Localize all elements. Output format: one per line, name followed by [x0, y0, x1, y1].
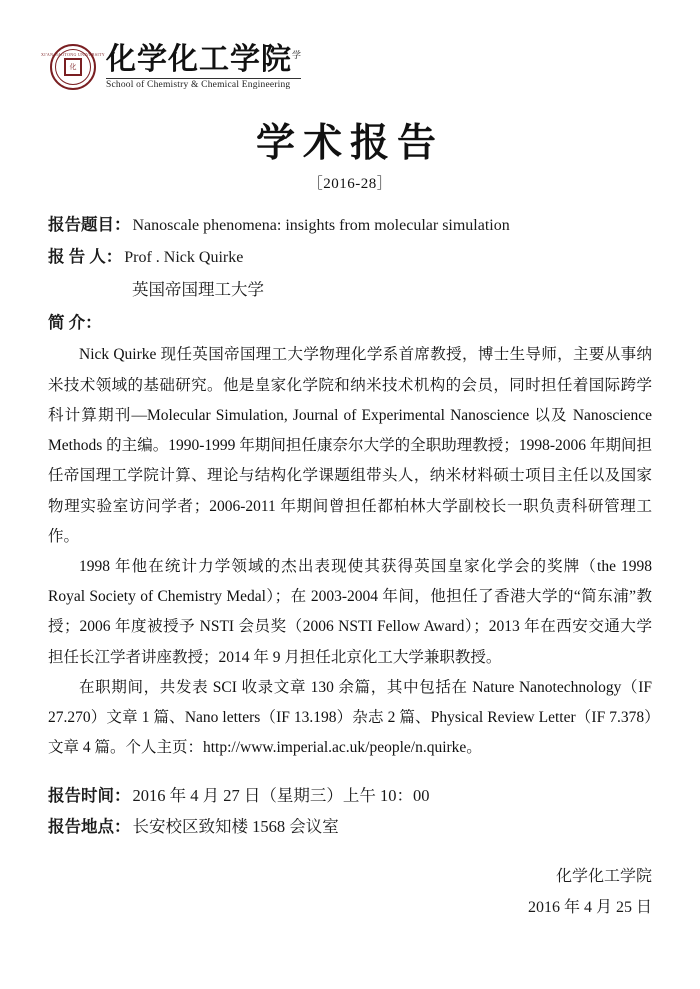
speaker-value: Prof . Nick Quirke — [124, 249, 244, 267]
paragraph: 1998 年他在统计力学领域的杰出表现使其获得英国皇家化学会的奖牌（the 1998 Royal Society of Chemistry Medal）；在 2003-2004 年间，他担任了香港大学的“简东浦”教授；2006 年度被授予 NSTI 会员奖（2006 NSTI Fellow Award）；2013 年在西安交通大学担任长江学者讲座教授；2014 年 9 月担任北京化工大学兼职教授。 — [48, 558, 652, 666]
speaker-affiliation: 英国帝国理工大学 — [132, 279, 264, 299]
document-number: ［2016-28］ — [307, 176, 393, 192]
university-crest-icon — [41, 44, 105, 90]
intro-label: 简 介： — [48, 313, 102, 333]
school-name-cn: 化学化工学院$^学$ — [106, 43, 302, 77]
paragraph: Nick Quirke 现任英国帝国理工大学物理化学系首席教授，博士生导师，主要从事纳米技术领域的基础研究。他是皇家化学院和纳米技术机构的会员，同时担任着国际跨学科计算期刊—Molecular Simulation, Journal of Experimental Nanoscience 以及 Nanoscience Methods 的主编。1990-1999 年期间担任康奈尔大学的全职助理教授；1998-2006 年期间担任帝国理工学院计算、理论与结构化学课题组带头人，纳米材料硕士项目主任以及国家物理实验室访问学者；2006-2011 年期间曾担任都柏林大学副校长一职负责科研管理工作。 — [48, 346, 652, 545]
topic-row — [48, 209, 652, 241]
crest-arc-text: XI'AN JIAOTONG UNIVERSITY — [41, 52, 105, 57]
paragraph: 在职期间，共发表 SCI 收录文章 130 余篇，其中包括在 Nature Nanotechnology（IF 27.270）文章 1 篇、Nano letters（IF 13.198）杂志 2 篇、Physical Review Letter（IF 7.378）文章 4 篇。个人主页：http://www.imperial.ac.uk/people/n.quirke。 — [48, 678, 652, 757]
topic-value: Nanoscale phenomena: insights from molecular simulation — [132, 217, 510, 234]
school-name-en: School of Chemistry & Chemical Engineering — [106, 78, 301, 90]
place-label: 报告地点： — [48, 816, 131, 836]
place-row — [48, 811, 652, 842]
crest-inner-glyph: 化 — [64, 58, 82, 76]
speaker-row — [48, 241, 652, 273]
place-value: 长安校区致知楼 1568 会议室 — [132, 816, 339, 836]
letterhead — [41, 43, 652, 90]
event-details — [48, 780, 652, 843]
school-name-cn-sup: 学 — [292, 50, 302, 61]
topic-label: 报告题目： — [48, 215, 131, 234]
time-row — [48, 780, 652, 811]
issue-date: 2016 年 4 月 25 日 — [527, 898, 652, 916]
signature-block — [48, 862, 652, 923]
time-value: 2016 年 4 月 27 日（星期三）上午 10：00 — [132, 785, 430, 805]
biography-body — [48, 340, 652, 763]
intro-row — [48, 307, 652, 338]
speaker-label: 报 告 人： — [48, 247, 123, 267]
page-title: 学术报告 — [255, 122, 444, 165]
letterhead-text — [106, 44, 301, 90]
issuing-organization: 化学化工学院 — [555, 868, 652, 886]
time-label: 报告时间： — [48, 785, 131, 805]
